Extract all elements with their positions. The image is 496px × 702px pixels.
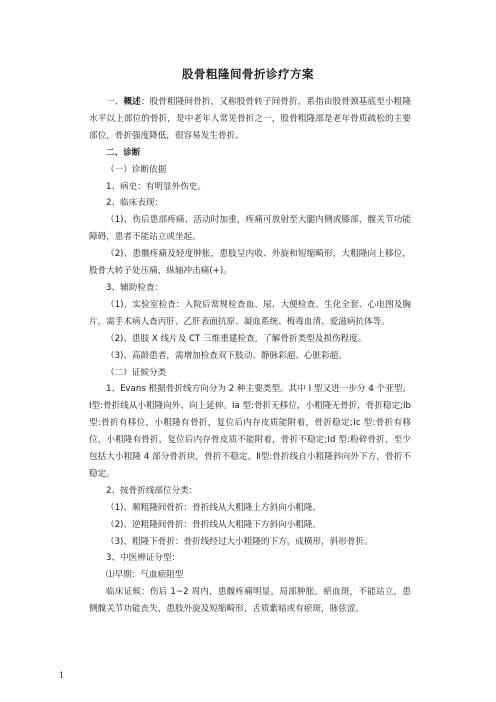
paragraph: （1)、顺粗隆间骨折：骨折线从大粗隆上方斜向小粗隆。	[106, 502, 322, 513]
section-overview	[89, 94, 411, 145]
section-number: 一、	[106, 97, 124, 107]
paragraph: 3、中医辨证分型：	[106, 553, 181, 564]
section-heading-diagnosis: 二、诊断	[106, 147, 141, 158]
document-body	[89, 94, 411, 618]
paragraph: 1、病史：有明显外伤史。	[106, 181, 206, 192]
paragraph: （二）证候分类	[106, 367, 167, 378]
paragraph: （一）诊断依据	[106, 164, 167, 175]
paragraph: （2)、患肢 X 线片及 CT 三维重建检查，了解骨折类型及损伤程度。	[106, 333, 367, 344]
paragraph: （3)、粗隆下骨折：骨折线经过大小粗隆的下方，成横形，斜形骨折。	[106, 536, 373, 547]
page-number: 1	[59, 671, 65, 680]
overview-term: 概述	[123, 97, 141, 107]
paragraph: （3)、高龄患者，需增加检查双下肢动、静脉彩超、心脏彩超。	[106, 350, 347, 361]
paragraph: （1)、实验室检查：入院后常规检查血、尿、大便检查、生化全套、心电图及胸片，需手术病人查丙肝、乙肝表面抗原、凝血系统、梅毒血清、爱滋病抗体等。	[89, 299, 411, 327]
paragraph: （2)、逆粗隆间骨折：骨折线从大粗隆下方斜向小粗隆。	[106, 519, 322, 530]
paragraph: 1、Evans 根据骨折线方向分为 2 种主要类型。其中 Ⅰ 型又进一步分 4 个亚型。Ⅰ型:骨折线从小粗隆向外、向上延伸。Ⅰa 型:骨折无移位，小粗隆无骨折，骨折稳定;Ⅰb 型:骨折有移位，小粗隆有骨折，复位后内存皮质能附着，骨折稳定;Ⅰc 型:骨折有移位，小粗隆有骨折，复位后内存骨皮质不能附着，骨折不稳定;Ⅰd 型:粉碎骨折，至少包括大小粗隆 4 部分骨折块，骨折不稳定。Ⅱ型:骨折线自小粗隆斜向外下方，骨折不稳定。	[89, 384, 411, 479]
overview-text: ：股骨粗隆间骨折，又称股骨转子间骨折，系指由股骨颈基底至小粗隆水平以上部位的骨折，是中老年人常见骨折之一，股骨粗隆部是老年骨质疏松的主要部位，骨折强度降低，很容易发生骨折。	[89, 97, 411, 141]
paragraph: ⑴早期：气血瘀阻型	[106, 570, 184, 581]
paragraph: （1)、伤后患部疼痛、活动时加重，疼痛可放射至大腿内侧或膝部，髋关节功能障碍，患者不能站立或坐起。	[89, 215, 411, 243]
paragraph: （2)、患髋疼痛及轻度肿胀，患肢呈内收、外旋和短缩畸形，大粗隆向上移位，股骨大转子处压痛，纵轴冲击痛(+)。	[89, 249, 411, 277]
document-title: 股骨粗隆间骨折诊疗方案	[182, 67, 314, 81]
paragraph: 2、临床表现：	[106, 198, 164, 209]
paragraph: 2、按骨折线部位分类：	[106, 485, 198, 496]
paragraph: 临床证候：伤后 1~2 周内，患髋疼痛明显，局部肿胀，瘀血斑，不能站立，患侧髋关节功能丧失，患肢外旋及短缩畸形，舌质紫暗或有瘀斑，脉弦涩。	[89, 587, 411, 615]
paragraph: 3、辅助检查：	[106, 282, 164, 293]
